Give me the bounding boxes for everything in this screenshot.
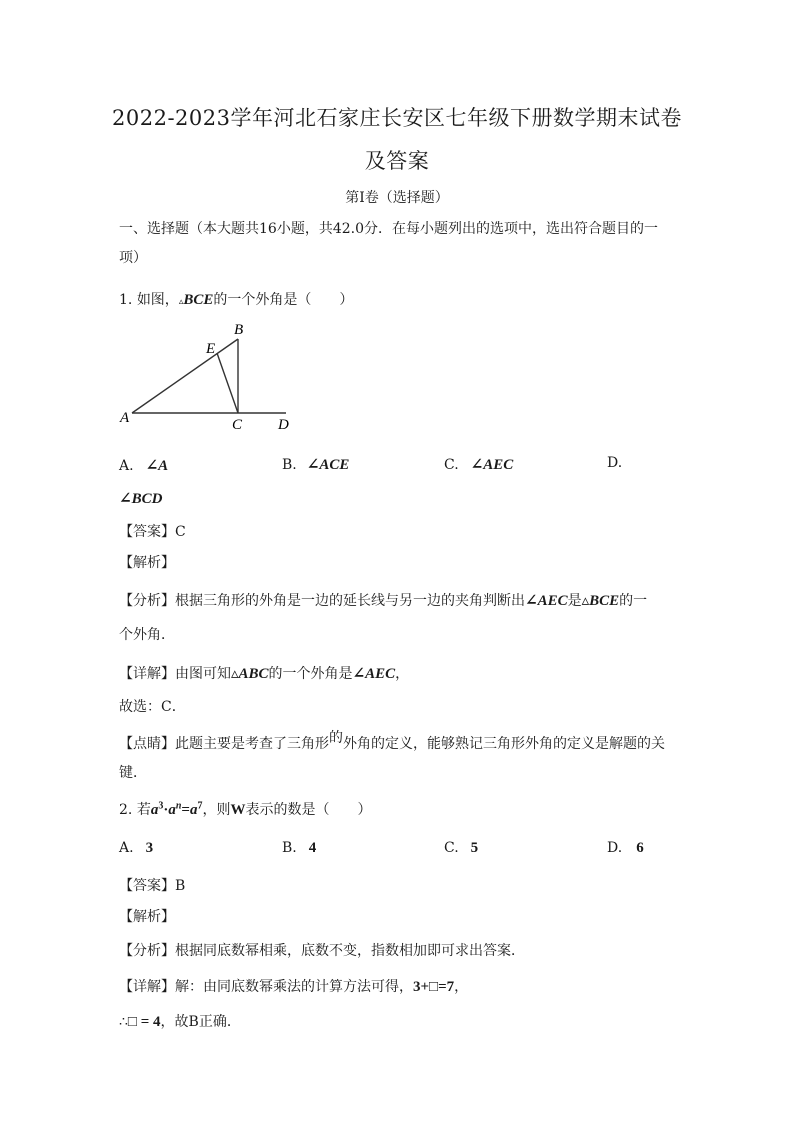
xiangjie-text: 解：由同底数幂乘法的计算方法可得， <box>175 979 413 995</box>
fenxi-tag: 【分析】 <box>119 593 175 609</box>
question-number: 2. <box>119 802 133 818</box>
answer-tag: 【答案】 <box>119 878 175 894</box>
formula-base: a <box>150 802 159 818</box>
option-a <box>119 840 153 857</box>
question-1-stem <box>119 289 353 309</box>
triangle-figure <box>118 318 298 434</box>
label-b: B <box>234 322 244 338</box>
xiangjie-angle: ∠AEC <box>352 666 396 682</box>
answer-line <box>119 875 185 895</box>
option-key: B. <box>282 457 297 473</box>
choose-line: 故选：C． <box>119 699 186 715</box>
answer-line <box>119 521 186 541</box>
formula-dot: · <box>163 802 169 818</box>
fenxi-text: 根据同底数幂相乘，底数不变，指数相加即可求出答案． <box>175 943 525 959</box>
option-b <box>282 840 316 857</box>
stem-text-mid: ，则 <box>202 802 231 818</box>
dianjing-tag: 【点睛】 <box>119 736 175 752</box>
xiangjie-triangle: ▵ABC <box>231 666 269 682</box>
question-2-stem <box>119 799 371 819</box>
formula-exp: 7 <box>197 800 203 812</box>
option-c <box>444 840 478 857</box>
question-number: 1. <box>119 292 133 308</box>
option-value: ∠ACE <box>306 457 350 473</box>
part-heading-continued: 项） <box>119 250 147 266</box>
page-title: 2022-2023学年河北石家庄长安区七年级下册数学期末试卷 <box>112 106 682 130</box>
option-d-value: ∠BCD <box>119 491 163 507</box>
label-e: E <box>206 341 216 357</box>
xiangjie-mid: 的一个外角是 <box>268 666 353 682</box>
xiangjie-tag: 【详解】 <box>119 979 175 995</box>
triangle-symbol: ▵ <box>178 297 184 307</box>
dianjing-line-continued: 键． <box>119 765 147 781</box>
label-d: D <box>278 417 289 433</box>
xiangjie-formula: 3+□=7 <box>413 979 455 995</box>
fenxi-triangle: ▵BCE <box>581 593 620 609</box>
option-value: 5 <box>470 840 479 856</box>
formula-base: a <box>189 802 198 818</box>
xiangjie-line <box>119 976 468 996</box>
label-c: C <box>232 417 243 433</box>
line-ec <box>217 353 238 413</box>
xiangjie-text: 由图可知 <box>175 666 231 682</box>
xiangjie-end: ， <box>454 979 469 995</box>
answer-tag: 【答案】 <box>119 524 175 540</box>
option-c <box>444 455 513 474</box>
fenxi-text: 根据三角形的外角是一边的延长线与另一边的夹角判断出 <box>175 593 525 609</box>
formula-eq: = <box>181 802 190 818</box>
option-key: B. <box>282 840 297 856</box>
option-key: A. <box>119 458 134 474</box>
dianjing-text-end: 外角的定义，能够熟记三角形外角的定义是解题的关 <box>343 736 665 752</box>
dianjing-line <box>119 730 665 753</box>
stem-text-end: 的一个外角是（ ） <box>213 292 354 308</box>
section-heading: 第I卷（选择题） <box>345 190 449 206</box>
option-value: 3 <box>145 840 154 856</box>
fenxi-angle: ∠AEC <box>525 593 568 609</box>
option-value: ∠A <box>145 458 169 474</box>
formula-base: a <box>168 802 176 818</box>
label-a: A <box>120 410 130 426</box>
page-title-continued: 及答案 <box>364 149 430 173</box>
dianjing-text: 此题主要是考查了三角形 <box>175 736 329 752</box>
option-key: C. <box>444 840 459 856</box>
xiangjie-line <box>119 663 409 683</box>
part-heading: 一、选择题（本大题共16小题，共42.0分．在每小题列出的选项中，选出符合题目的一 <box>119 221 658 237</box>
option-key: A. <box>119 840 134 856</box>
fenxi-line-continued: 个外角． <box>119 627 175 643</box>
fenxi-end: 的一 <box>619 593 648 609</box>
formula-exp: n <box>175 800 182 812</box>
option-a <box>119 456 168 475</box>
answer-value: B <box>175 878 186 894</box>
option-key: D. <box>607 840 623 856</box>
option-b <box>282 455 349 474</box>
conclusion-text: ，故B正确． <box>160 1014 241 1030</box>
line-ab <box>132 339 238 413</box>
option-value: 6 <box>636 840 644 856</box>
fenxi-tag: 【分析】 <box>119 943 175 959</box>
option-value: ∠AEC <box>470 457 514 473</box>
fenxi-line <box>119 590 647 610</box>
stem-text: 若 <box>136 802 151 818</box>
option-d <box>607 840 644 857</box>
analysis-tag: 【解析】 <box>119 555 175 571</box>
xiangjie-end: ， <box>395 666 410 682</box>
stem-symbol: W <box>230 802 246 818</box>
dianjing-raised-char: 的 <box>329 730 343 746</box>
analysis-tag: 【解析】 <box>119 909 175 925</box>
formula-exp: 3 <box>158 800 164 812</box>
therefore-symbol: ∴ <box>119 1014 128 1030</box>
option-key: C. <box>444 457 459 473</box>
answer-value: C <box>175 524 186 540</box>
triangle-name: BCE <box>183 292 214 308</box>
stem-text-end: 表示的数是（ ） <box>245 802 372 818</box>
option-value: 4 <box>308 840 317 856</box>
fenxi-is: 是 <box>567 593 582 609</box>
fenxi-line <box>119 940 525 960</box>
conclusion-line <box>119 1011 241 1031</box>
stem-text: 如图， <box>136 292 179 308</box>
option-d: D. <box>607 455 623 471</box>
conclusion-formula: □ = 4 <box>127 1014 161 1030</box>
xiangjie-tag: 【详解】 <box>119 666 175 682</box>
